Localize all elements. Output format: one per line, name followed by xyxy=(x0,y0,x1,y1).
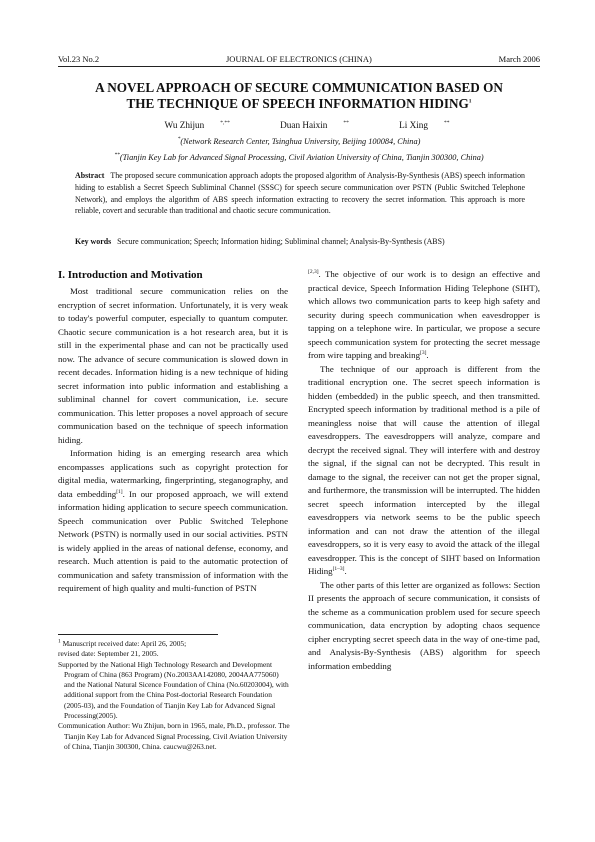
left-column xyxy=(58,268,288,596)
affiliation-2: **(Tianjin Key Lab for Advanced Signal Processing, Civil Aviation University of China, Tianjin 300300, China) xyxy=(114,152,484,162)
title-footnote-mark: 1 xyxy=(468,98,472,105)
abstract-text: The proposed secure communication approach adopts the proposed algorithm of Analysis-By-Synthesis (ABS) speech information hiding to establish a Secret Speech Subliminal Channel (SSSC) for speech secure communication over PSTN (Public Switched Telephone Network), and employs the algorithm of ABS speech information extracting to recovery the secret information. This approach is more reliable, covert and securable than traditional and chaotic secure communication. xyxy=(75,171,525,216)
paragraph-2-start: Information hiding is an emerging research area which encompasses applications such as copyright protection for digital media, watermarking, fingerprinting, steganography, and data embedding[1]. In our proposed approach, we will extend information hiding application to secure speech communication. Speech communication over Public Switched Telephone Network (PSTN) is normally used in our social activities. PSTN is widely applied in the areas of national defense, economy, and research. Much attention is paid to the automatic protection of communication and safety transmission of information with the requirement of high quality and multi-function of PSTN xyxy=(58,448,288,593)
journal-name: JOURNAL OF ELECTRONICS (CHINA) xyxy=(226,54,372,64)
issue-date: March 2006 xyxy=(498,54,540,64)
paragraph-3: The technique of our approach is different from the traditional encryption one. The secret speech information is hidden (embedded) in the public speech, and then transmitted. Encrypted speech information by traditional method is a pile of meaningless noise that will cause the attention of illegal eavesdroppers. The eavesdroppers will analyze, compare and decrypt the received signal. They will interfere with and destroy the signal, if the signal can not be decrypted. This result in damage to the signal, the receiver can not get the proper signal, and furthermore, the transmission will be interrupted. The hidden secret speech information intercepted by the illegal eavesdroppers via network seems to be the public speech information and can not draw the attention of the illegal eavesdroppers, so it is very easy to avoid the attack of the illegal eavesdropper. This is the concept of SIHT based on Information Hiding[1–3]. xyxy=(308,363,540,576)
title-line-2: THE TECHNIQUE OF SPEECH INFORMATION HIDING$^1$ xyxy=(126,96,472,111)
footnote-rule xyxy=(58,634,218,635)
paragraph-1: Most traditional secure communication relies on the encryption of secret information. Unfortunately, it is very weak to today's powerful computer, especially to quantum computer. Chaotic secure communication is a hot research area, but it is still in the experimental phase and can not be practically used now. The advance of secure communication is slowed down in recent decades. Information hiding is a new technique of hiding secret information into public information and establishing a subliminal channel for covert communication, i.e. secure communication. This letter proposes a novel approach of secure communication based on the technique of speech information hiding. xyxy=(58,286,288,445)
title-line-1: A NOVEL APPROACH OF SECURE COMMUNICATION BASED ON xyxy=(95,80,503,95)
keywords-label: Key words xyxy=(75,237,112,246)
keywords-text: Secure communication; Speech; Information hiding; Subliminal channel; Analysis-By-Synthesis (ABS) xyxy=(117,237,445,246)
header-rule xyxy=(58,66,540,67)
keywords xyxy=(75,236,525,248)
abstract xyxy=(75,170,525,217)
footnote-line: Supported by the National High Technology Research and Development Program of China (863 Program) (No.2003AA142080, 2004AA775060) and the National Natural Sicence Foundation of China (No.60203004), with additional support from the China Post-doctorial Research Foundation (2005-03), and the Foundation of Tianjin Key Lab for Advanced Signal Processing(2005). xyxy=(58,659,289,721)
author-3: Li Xing ** xyxy=(399,119,450,130)
footnote-line: revised date: September 21, 2005. xyxy=(58,649,159,659)
citation: [3] xyxy=(420,350,427,357)
author-list xyxy=(58,120,540,130)
author-1: Wu Zhijun *,** xyxy=(164,119,230,130)
affiliation-1: *(Network Research Center, Tsinghua University, Beijing 100084, China) xyxy=(177,136,421,146)
right-column xyxy=(308,268,540,673)
paragraph-2-cont: [2,3]. The objective of our work is to design an effective and practical device, Speech Information Hiding Telephone (SIHT), which allows two communication parts to keep high safety and security during speech communication when eavesdropper is tapping on a telephone wire. In particular, we propose a secure speech communication system for protecting the secret message from wire tapping and breaking[3]. xyxy=(308,269,540,360)
footnote-line: $^1$ Manuscript received date: April 26, 2005; xyxy=(58,638,187,648)
running-header xyxy=(58,54,540,64)
paper-title xyxy=(58,80,540,112)
footnote-line: Communication Author: Wu Zhijun, born in 1965, male, Ph.D., professor. The Tianjin Key Lab for Advanced Signal Processing, Civil Aviation University of China, Tianjin 300300, China. caucwu@263.net. xyxy=(58,721,290,751)
paragraph-4: The other parts of this letter are organized as follows: Section II presents the approach of secure communication, it consists of the scheme as a communication problem used for secure speech communication, data encryption by adopting chaos sequence cipher encrypting secret speech data in the way of one-time pad, and Analysis-By-Synthesis (ABS) algorithm for speech information embedding xyxy=(308,579,540,671)
citation: [1–3] xyxy=(332,566,345,573)
author-2: Duan Haixin ** xyxy=(280,119,349,130)
volume-issue: Vol.23 No.2 xyxy=(58,54,100,64)
citation: [1] xyxy=(116,488,123,495)
abstract-label: Abstract xyxy=(75,171,105,180)
footnote xyxy=(58,639,290,752)
section-heading: I. Introduction and Motivation xyxy=(58,269,203,281)
